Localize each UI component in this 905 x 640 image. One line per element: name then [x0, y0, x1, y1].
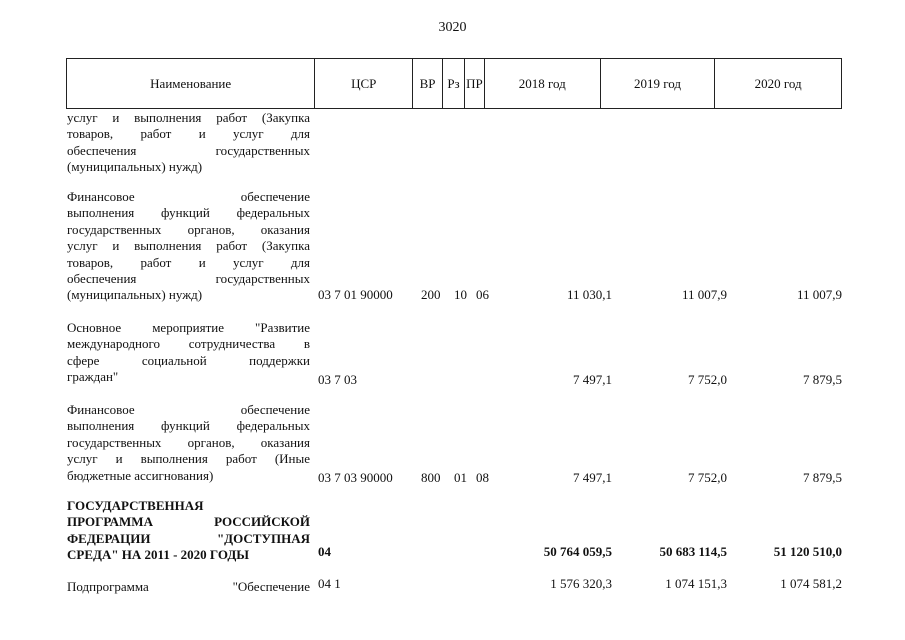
- row-2020: 51 120 510,0: [773, 544, 842, 559]
- row-name-line: СРЕДА" НА 2011 - 2020 ГОДЫ: [67, 547, 250, 563]
- row-2018: 11 030,1: [566, 287, 612, 302]
- row-2018: 7 497,1: [573, 470, 612, 485]
- row-name-line: (муниципальных) нужд): [67, 159, 203, 175]
- row-name-line: международного сотрудничества в: [67, 336, 310, 352]
- row-name-line: услуг и выполнения работ (Закупка: [67, 110, 310, 125]
- row-2019: 7 752,0: [688, 372, 727, 387]
- row-pr: 08: [476, 470, 489, 485]
- row-rz: 01: [454, 470, 467, 485]
- row-csr: 04: [318, 544, 331, 559]
- row-name-line: выполнения функций федеральных: [67, 205, 310, 221]
- row-name: [67, 320, 310, 386]
- row-name: [67, 402, 310, 484]
- row-2019: 7 752,0: [688, 470, 727, 485]
- header-rz: Рз: [443, 59, 465, 108]
- row-name-line: обеспечения государственных: [67, 271, 310, 287]
- row-name: [67, 189, 310, 304]
- row-name-line: товаров, работ и услуг для: [67, 254, 310, 270]
- row-csr: 03 7 01 90000: [318, 287, 393, 302]
- row-name-line: государственных органов, оказания: [67, 221, 310, 237]
- row-2019: 11 007,9: [681, 287, 727, 302]
- row-csr: 03 7 03 90000: [318, 470, 393, 485]
- header-2020: 2020 год: [754, 75, 802, 91]
- row-name-line: ПРОГРАММА РОССИЙСКОЙ: [67, 514, 310, 530]
- row-2018: 1 576 320,3: [550, 576, 612, 591]
- row-rz: 10: [454, 287, 467, 302]
- row-name-line: услуг и выполнения работ (Иные: [67, 451, 310, 467]
- row-csr: 03 7 03: [318, 372, 357, 387]
- row-name-line: государственных органов, оказания: [67, 434, 310, 450]
- row-2020: 7 879,5: [803, 372, 842, 387]
- row-2019: 1 074 151,3: [665, 576, 727, 591]
- row-2020: 11 007,9: [796, 287, 842, 302]
- header-csr: ЦСР: [315, 59, 413, 108]
- row-name-line: граждан": [67, 369, 119, 385]
- row-name-line: ФЕДЕРАЦИИ "ДОСТУПНАЯ: [67, 530, 310, 546]
- row-2018: 50 764 059,5: [543, 544, 612, 559]
- table-header: [66, 58, 842, 109]
- page-number: 3020: [438, 20, 467, 35]
- row-name-line: (муниципальных) нужд): [67, 287, 203, 303]
- row-2020: 7 879,5: [803, 470, 842, 485]
- row-name-line: Основное мероприятие "Развитие: [67, 320, 310, 335]
- header-2018: 2018 год: [485, 59, 601, 108]
- row-name: [67, 110, 310, 176]
- header-vr: ВР: [413, 59, 443, 108]
- row-vr: 800: [421, 470, 441, 485]
- row-csr: 04 1: [318, 576, 341, 591]
- row-name-line: ГОСУДАРСТВЕННАЯ: [67, 498, 204, 513]
- row-2020: 1 074 581,2: [780, 576, 842, 591]
- row-2018: 7 497,1: [573, 372, 612, 387]
- row-2019: 50 683 114,5: [659, 544, 727, 559]
- row-pr: 06: [476, 287, 489, 302]
- row-name-line: Подпрограмма "Обеспечение: [67, 579, 310, 594]
- row-name-line: выполнения функций федеральных: [67, 418, 310, 434]
- row-name-line: товаров, работ и услуг для: [67, 126, 310, 142]
- row-name-line: Финансовое обеспечение: [67, 402, 310, 417]
- row-name-line: бюджетные ассигнования): [67, 467, 214, 483]
- header-2019: 2019 год: [601, 59, 716, 108]
- row-name-line: Финансовое обеспечение: [67, 189, 310, 204]
- row-name-line: обеспечения государственных: [67, 142, 310, 158]
- row-vr: 200: [421, 287, 441, 302]
- header-name: Наименование: [67, 59, 315, 108]
- row-name: [67, 579, 310, 595]
- header-pr: ПР: [465, 59, 485, 108]
- row-name-line: услуг и выполнения работ (Закупка: [67, 238, 310, 254]
- row-name-line: сфере социальной поддержки: [67, 352, 310, 368]
- row-name: [67, 498, 310, 564]
